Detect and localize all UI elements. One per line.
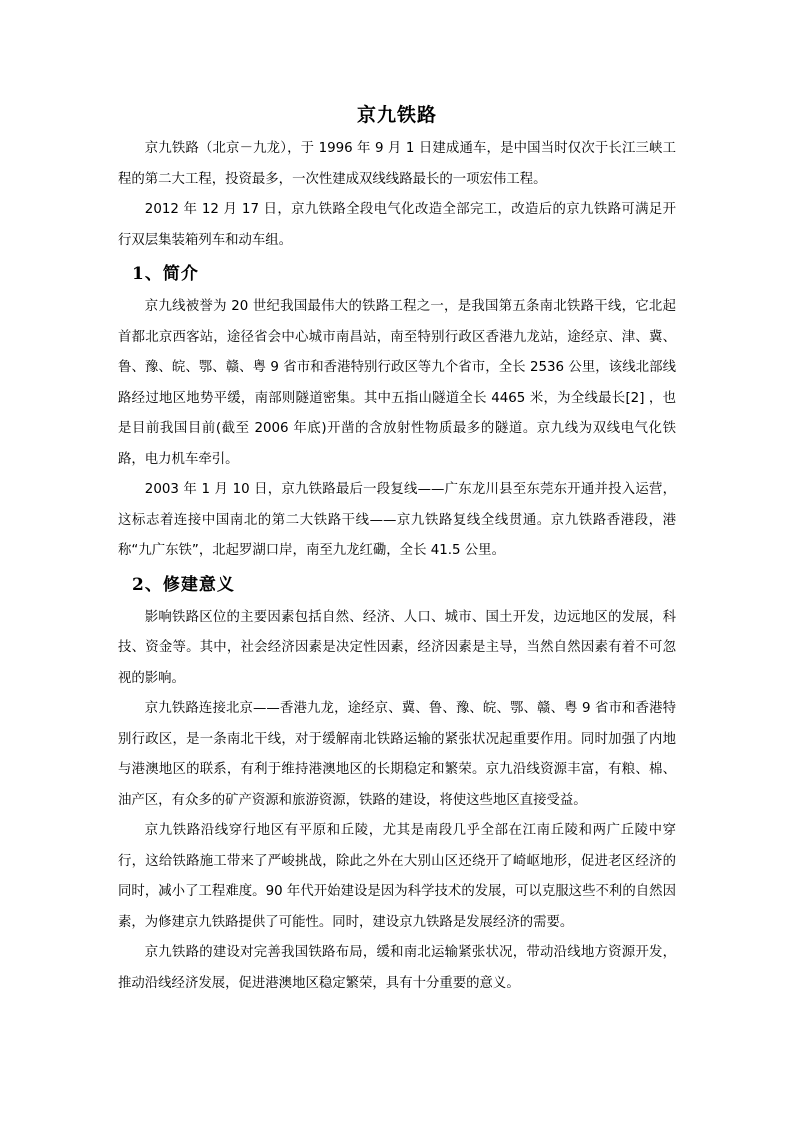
document-title: 京九铁路	[356, 104, 437, 126]
intro-section-paragraph-2: 2003 年 1 月 10 日，京九铁路最后一段复线——广东龙川县至东莞东开通并投入运营，这标志着连接中国南北的第二大铁路干线——京九铁路复线全线贯通。京九铁路香港段，港称“九广东铁”，北起罗湖口岸，南至九龙红磡，全长 41.5 公里。	[118, 482, 676, 558]
significance-paragraph-1: 影响铁路区位的主要因素包括自然、经济、人口、城市、国土开发，边远地区的发展，科技、资金等。其中，社会经济因素是决定性因素，经济因素是主导，当然自然因素有着不可忽视的影响。	[118, 609, 676, 686]
significance-paragraph-3: 京九铁路沿线穿行地区有平原和丘陵，尤其是南段几乎全部在江南丘陵和两广丘陵中穿行，这给铁路施工带来了严峻挑战，除此之外在大别山区还绕开了崎岖地形，促进老区经济的同时，减小了工程难度。90 年代开始建设是因为科学技术的发展，可以克服这些不利的自然因素，为修建京九铁路提供了可能性。同时，建设京九铁路是发展经济的需要。	[118, 823, 676, 930]
section-heading-significance: 2、修建意义	[132, 574, 235, 595]
intro-paragraph-2: 2012 年 12 月 17 日，京九铁路全段电气化改造全部完工，改造后的京九铁路可满足开行双层集装箱列车和动车组。	[118, 202, 676, 248]
significance-paragraph-4: 京九铁路的建设对完善我国铁路布局，缓和南北运输紧张状况，带动沿线地方资源开发，推动沿线经济发展，促进港澳地区稳定繁荣，具有十分重要的意义。	[118, 945, 676, 991]
significance-paragraph-2: 京九铁路连接北京——香港九龙，途经京、冀、鲁、豫、皖、鄂、赣、粤 9 省市和香港特别行政区，是一条南北干线，对于缓解南北铁路运输的紧张状况起重要作用。同时加强了内地与港澳地区的联系，有利于维持港澳地区的长期稳定和繁荣。京九沿线资源丰富，有粮、棉、油产区，有众多的矿产资源和旅游资源，铁路的建设，将使这些地区直接受益。	[118, 701, 676, 808]
document-page	[118, 100, 676, 999]
intro-paragraph-1: 京九铁路（北京－九龙），于 1996 年 9 月 1 日建成通车，是中国当时仅次于长江三峡工程的第二大工程，投资最多，一次性建成双线线路最长的一项宏伟工程。	[118, 141, 676, 187]
section-heading-intro: 1、简介	[132, 264, 199, 284]
intro-section-paragraph-1: 京九线被誉为 20 世纪我国最伟大的铁路工程之一，是我国第五条南北铁路干线，它北起首都北京西客站，途径省会中心城市南昌站，南至特别行政区香港九龙站，途经京、津、冀、鲁、豫、皖、鄂、赣、粤 9 省市和香港特别行政区等九个省市，全长 2536 公里，该线北部线路经过地区地势平缓，南部则隧道密集。其中五指山隧道全长 4465 米，为全线最长[2] ，也是目前我国目前(截至 2006 年底)开凿的含放射性物质最多的隧道。京九线为双线电气化铁路，电力机车牵引。	[118, 299, 676, 467]
